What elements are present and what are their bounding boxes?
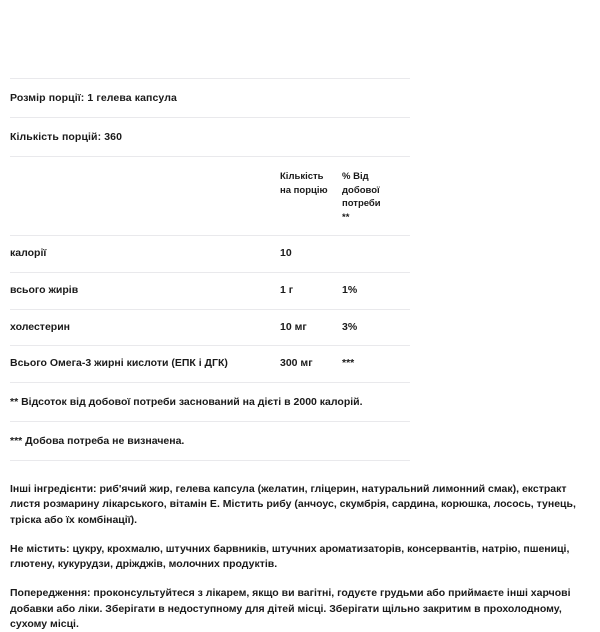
nutrient-amount: 1 г <box>280 283 294 296</box>
nutrient-name: всього жирів <box>10 283 79 296</box>
nutrient-name: калорії <box>10 247 47 260</box>
serving-size-row: Розмір порції: 1 гелева капсула <box>10 92 177 104</box>
nutrient-daily-value: *** <box>342 357 355 370</box>
column-header-amount-line1: Кількість <box>280 171 324 183</box>
table-row <box>10 273 400 309</box>
supplement-facts-table <box>0 0 400 461</box>
column-header-amount-line2: на порцію <box>280 184 328 196</box>
table-row <box>10 310 400 346</box>
other-ingredients-paragraph: Інші інгредієнти: риб'ячий жир, гелева капсула (желатин, гліцерин, натуральний лимонний смак), екстракт листя розмарину лікарського, вітамін Е. Містить рибу (анчоус, скумбрія, сардина, корюшка, лосось, тунець, тріска або їх комбінації). <box>10 483 576 526</box>
additional-info-section <box>0 461 600 632</box>
nutrient-name: Всього Омега-3 жирні кислоти (ЕПК і ДГК) <box>10 357 228 370</box>
footnote-daily-value-not-established: *** Добова потреба не визначена. <box>10 435 185 448</box>
column-header-dv-line1: % Від <box>342 171 369 183</box>
nutrient-amount: 10 <box>280 247 292 260</box>
footnote-daily-value-basis: ** Відсоток від добової потреби заснований на дієті в 2000 калорій. <box>10 395 363 408</box>
nutrient-daily-value: 3% <box>342 320 358 333</box>
column-header-dv-line3: потреби <box>342 198 381 210</box>
nutrient-amount: 10 мг <box>280 320 307 333</box>
nutrient-daily-value: 1% <box>342 283 358 296</box>
table-row <box>10 346 400 382</box>
table-header-row <box>10 157 400 235</box>
nutrient-amount: 300 мг <box>280 357 313 370</box>
table-row <box>10 236 400 272</box>
nutrient-name: холестерин <box>10 320 70 333</box>
column-header-dv-line4: ** <box>342 211 350 223</box>
column-header-daily-value <box>342 170 400 224</box>
serving-info-block <box>10 0 400 157</box>
column-header-amount-per-serving <box>280 170 342 197</box>
servings-per-container-row: Кількість порцій: 360 <box>10 131 123 144</box>
warning-paragraph: Попередження: проконсультуйтеся з лікарем, якщо ви вагітні, годуєте грудьми або приймаєте інші харчові добавки або ліки. Зберігати в недоступному для дітей місці. Зберігати щільно закритим в прохолодному, сухому місці. <box>10 587 571 630</box>
free-from-paragraph: Не містить: цукру, крохмалю, штучних барвників, штучних ароматизаторів, консервантів, натрію, пшениці, глютену, кукурудзи, дріжджів, молочних продуктів. <box>10 542 570 571</box>
column-header-dv-line2: добової <box>342 184 380 196</box>
